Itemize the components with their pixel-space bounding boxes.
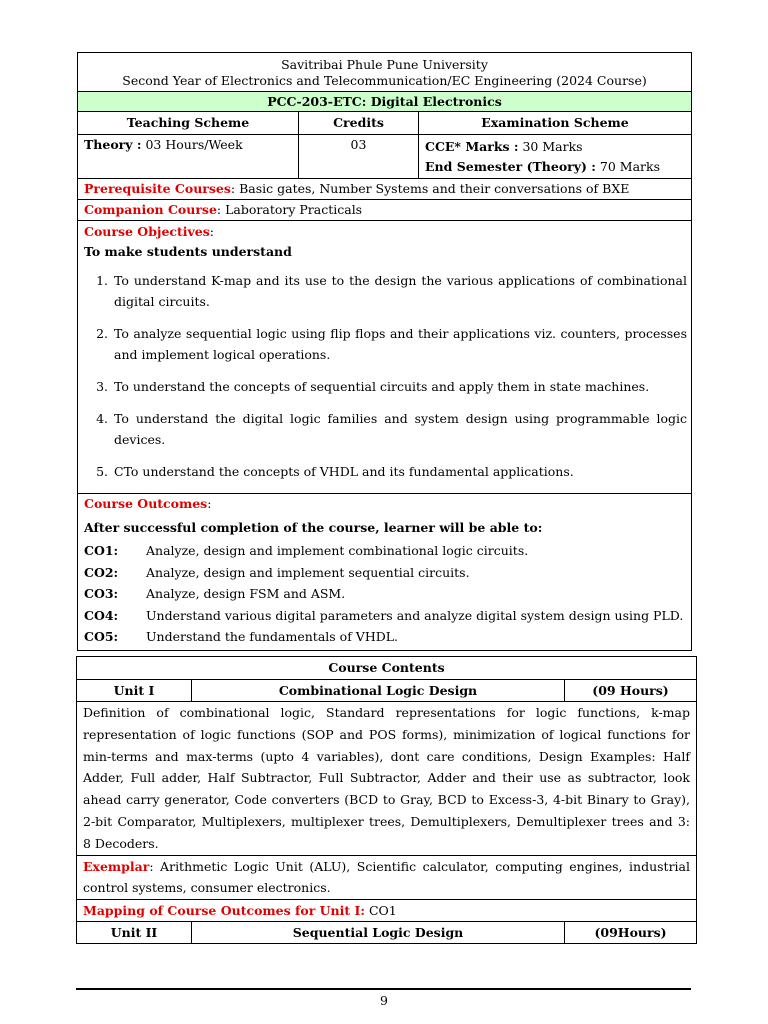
unit1-label: Unit I (77, 680, 192, 701)
outcome-text: Analyze, design FSM and ASM. (146, 586, 346, 601)
objectives-intro: To make students understand (84, 244, 292, 259)
outcome-item (84, 605, 685, 627)
prerequisite-text: : Basic gates, Number Systems and their conversations of BXE (230, 181, 630, 196)
outcome-code: CO4: (84, 607, 119, 623)
exemplar-label: Exemplar (83, 858, 150, 874)
exemplar-text: : Arithmetic Logic Unit (ALU), Scientific calculator, computing engines, industrial control systems, consumer electronics. (83, 858, 690, 896)
outcome-code: CO5: (84, 629, 119, 644)
endsem-value: 70 Marks (599, 159, 660, 174)
exam-scheme-cell (419, 135, 691, 178)
unit2-hours: (09Hours) (594, 925, 667, 941)
objective-item: 1. To understand K-map and its use to the design the various applications of combinational digital circuits. (112, 270, 691, 312)
outcome-text: Understand the fundamentals of VHDL. (146, 629, 399, 644)
course-title: PCC-203-ETC: Digital Electronics (78, 91, 691, 111)
teaching-scheme-header: Teaching Scheme (78, 112, 299, 134)
objective-item: 5. CTo understand the concepts of VHDL and its fundamental applications. (112, 461, 691, 482)
credits-cell: 03 (299, 135, 419, 178)
outcome-code: CO1: (84, 543, 119, 558)
prerequisite-label: Prerequisite Courses (84, 181, 231, 196)
theory-label: Theory : (84, 137, 142, 152)
unit1-mapping (77, 899, 696, 921)
teaching-scheme-cell (78, 135, 299, 178)
outcomes-intro: After successful completion of the course, learner will be able to: (84, 520, 543, 535)
unit2-header (77, 921, 696, 943)
companion-label: Companion Course (84, 202, 217, 217)
outcome-text: Analyze, design and implement combinational logic circuits. (146, 543, 529, 558)
unit1-body: Definition of combinational logic, Standard representations for logic functions, k-map representation of logic functions (SOP and POS forms), minimization of logical functions for min-terms and max-terms (upto 4 variables), dont care conditions, Design Examples: Half Adder, Full adder, Half Subtractor, Full Subtractor, Adder and their use as subtractor, look ahead carry generator, Code converters (BCD to Gray, BCD to Excess-3, 4-bit Binary to Gray), 2-bit Comparator, Multiplexers, multiplexer trees, Demultiplexers, Demultiplexer trees and 3: 8 Decoders. (77, 701, 696, 855)
endsem-label: End Semester (Theory) : (425, 159, 596, 174)
cce-value: 30 Marks (522, 139, 583, 154)
course-contents-title: Course Contents (328, 660, 445, 675)
course-contents-table (76, 656, 697, 944)
objective-item: 2. To analyze sequential logic using flip flops and their applications viz. counters, processes and implement logical operations. (112, 323, 691, 365)
objectives-colon: : (209, 224, 215, 239)
outcome-text: Understand various digital parameters and analyze digital system design using PLD. (146, 607, 684, 623)
objective-item: 3. To understand the concepts of sequential circuits and apply them in state machines. (112, 376, 691, 397)
unit1-title: Combinational Logic Design (192, 680, 565, 701)
unit1-exemplar (77, 855, 696, 900)
credits-header: Credits (299, 112, 419, 134)
cce-label: CCE* Marks : (425, 139, 519, 154)
theory-value: 03 Hours/Week (145, 137, 243, 152)
objectives-label: Course Objectives (84, 224, 210, 239)
outcome-item (84, 583, 685, 605)
outcome-item (84, 562, 685, 584)
scheme-header-row (78, 111, 691, 134)
outcome-item (84, 540, 685, 562)
unit1-hours: (09 Hours) (592, 683, 669, 698)
objectives-section (78, 220, 691, 482)
footer-divider (76, 988, 691, 990)
outcomes-label: Course Outcomes (84, 496, 208, 511)
unit2-label: Unit II (77, 922, 192, 943)
university-name: Savitribai Phule Pune University (281, 57, 488, 72)
outcome-code: CO2: (84, 564, 119, 580)
mapping-label: Mapping of Course Outcomes for Unit I: (83, 903, 365, 919)
objectives-list (78, 270, 691, 482)
university-header (78, 53, 691, 91)
outcomes-colon: : (207, 496, 212, 511)
program-name: Second Year of Electronics and Telecommunication/EC Engineering (2024 Course) (122, 73, 647, 88)
prerequisite-row (78, 178, 691, 199)
outcome-item (84, 626, 685, 648)
companion-text: : Laboratory Practicals (216, 202, 363, 217)
scheme-values-row (78, 134, 691, 178)
mapping-value: CO1 (364, 903, 397, 919)
unit1-header (77, 679, 696, 701)
objective-item: 4. To understand the digital logic families and system design using programmable logic devices. (112, 408, 691, 450)
course-info-table (77, 52, 692, 651)
exam-scheme-header: Examination Scheme (481, 115, 629, 130)
unit2-title: Sequential Logic Design (192, 922, 565, 943)
outcomes-section (78, 493, 691, 650)
outcome-code: CO3: (84, 586, 119, 601)
outcome-text: Analyze, design and implement sequential circuits. (146, 564, 470, 580)
page-number: 9 (380, 993, 388, 1008)
companion-row (78, 199, 691, 220)
